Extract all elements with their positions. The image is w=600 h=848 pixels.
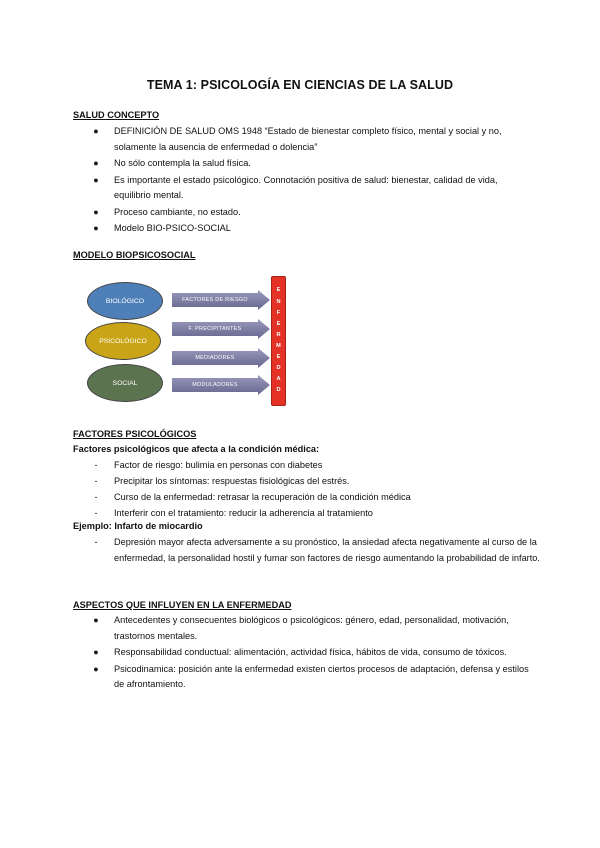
biopsicosocial-diagram — [85, 274, 295, 408]
aspectos-list — [86, 613, 534, 694]
ellipse-psicologico: PSICOLÓGICO — [85, 322, 161, 360]
list-item: - Factor de riesgo: bulimia en personas con diabetes — [86, 458, 549, 474]
arrow-label: FACTORES DE RIESGO — [182, 297, 248, 303]
section-heading-aspectos: ASPECTOS QUE INFLUYEN EN LA ENFERMEDAD — [73, 600, 292, 610]
list-item: ● Modelo BIO-PSICO-SOCIAL — [86, 221, 534, 237]
arrow-moduladores — [172, 375, 270, 395]
list-item: - Precipitar los síntomas: respuestas fisiológicas del estrés. — [86, 474, 549, 490]
arrow-mediadores — [172, 348, 270, 368]
arrow-label: MEDIADORES — [195, 355, 235, 361]
dash-marker: - — [94, 460, 98, 470]
bullet-icon: ● — [93, 663, 99, 674]
bullet-icon: ● — [93, 223, 99, 233]
section-heading-modelo: MODELO BIOPSICOSOCIAL — [73, 250, 196, 260]
list-item: ● Antecedentes y consecuentes biológicos o psicológicos: género, edad, personalidad, motivación, trastornos mentales. — [86, 613, 534, 644]
bullet-icon: ● — [93, 174, 99, 185]
dash-marker: - — [94, 476, 98, 486]
dash-marker: - — [94, 537, 98, 547]
list-item: ● Responsabilidad conductual: alimentación, actividad física, hábitos de vida, consumo de tóxicos. — [86, 645, 534, 661]
list-item: - Interferir con el tratamiento: reducir la adherencia al tratamiento — [86, 506, 549, 522]
ellipse-biologico: BIOLÓGICO — [87, 282, 163, 320]
list-item: - Depresión mayor afecta adversamente a su pronóstico, la ansiedad afecta negativamente al curso de la enfermedad, la personalidad hostil y fumar son factores de riesgo aumentando la probabilidad de infarto. — [86, 535, 549, 566]
example-heading: Ejemplo: Infarto de miocardio — [73, 521, 203, 531]
bullet-icon: ● — [93, 615, 99, 625]
example-list — [86, 535, 549, 567]
section-heading-factores: FACTORES PSICOLÓGICOS — [73, 429, 197, 439]
list-item: - Curso de la enfermedad: retrasar la recuperación de la condición médica — [86, 490, 549, 506]
factores-list — [86, 458, 549, 522]
section-heading-salud: SALUD CONCEPTO — [73, 110, 160, 120]
bullet-icon: ● — [93, 206, 99, 217]
arrow-label: F. PRECIPITANTES — [188, 326, 242, 332]
arrow-label: MODULADORES — [192, 382, 238, 388]
bullet-icon: ● — [93, 158, 99, 168]
bullet-icon: ● — [93, 126, 99, 136]
salud-list — [86, 124, 534, 238]
dash-marker: - — [94, 508, 98, 518]
list-item: ● DEFINICIÓN DE SALUD OMS 1948 “Estado de bienestar completo físico, mental y social y no, solamente la ausencia de enfermedad o dolencia” — [86, 124, 534, 155]
ellipse-social: SOCIAL — [87, 364, 163, 402]
list-item: ● No sólo contempla la salud física. — [86, 156, 534, 172]
arrow-factores-riesgo — [172, 290, 270, 310]
page-title: TEMA 1: PSICOLOGÍA EN CIENCIAS DE LA SALUD — [146, 78, 454, 92]
list-item: ● Es importante el estado psicológico. Connotación positiva de salud: bienestar, calidad de vida, equilibrio mental. — [86, 173, 534, 204]
bullet-icon: ● — [93, 647, 99, 657]
enfermedad-bar: E N F E R M E D A D — [271, 276, 286, 406]
dash-marker: - — [94, 492, 98, 502]
arrow-precipitantes — [172, 319, 270, 339]
factores-subheading: Factores psicológicos que afecta a la condición médica: — [73, 444, 320, 454]
list-item: ● Psicodinamica: posición ante la enfermedad existen ciertos procesos de adaptación, defensa y estilos de afrontamiento. — [86, 662, 534, 693]
list-item: ● Proceso cambiante, no estado. — [86, 205, 534, 221]
